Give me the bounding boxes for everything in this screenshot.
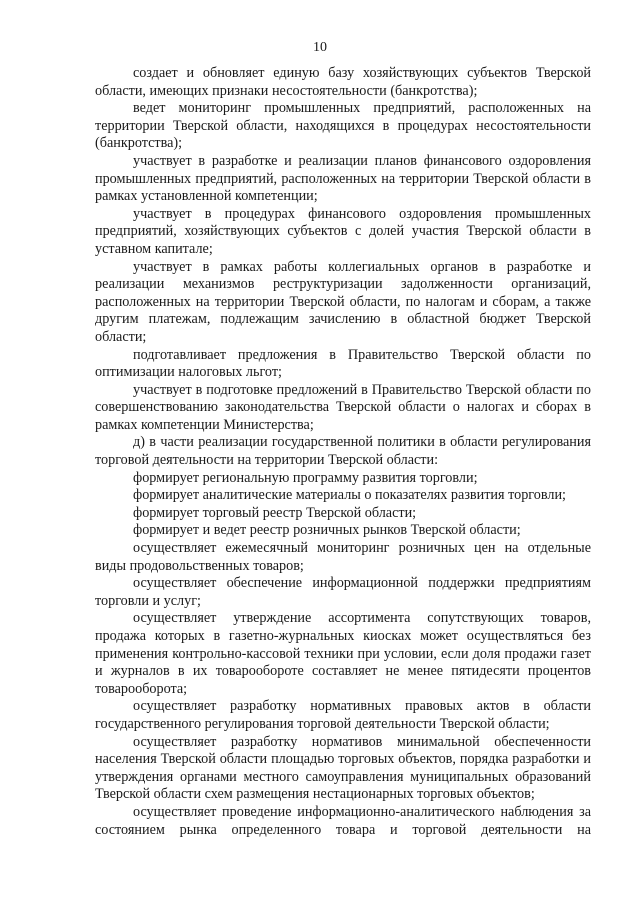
paragraph: осуществляет ежемесячный мониторинг розничных цен на отдельные виды продовольственных товаров; [95, 540, 591, 574]
paragraph: участвует в подготовке предложений в Правительство Тверской области по совершенствованию законодательства Тверской области о налогах и сборах в рамках компетенции Министерства; [95, 381, 591, 433]
paragraph: осуществляет утверждение ассортимента сопутствующих товаров, продажа которых в газетно-журнальных киосках может осуществляться без применения контрольно-кассовой техники при условии, если доля продажи газет и журналов в их товарообороте составляет не менее пятидесяти процентов товарооборота; [95, 610, 591, 697]
document-body [95, 65, 591, 839]
paragraph: д) в части реализации государственной политики в области регулирования торговой деятельности на территории Тверской области: [95, 434, 591, 469]
paragraph: осуществляет проведение информационно-аналитического наблюдения за состоянием рынка определенного товара и торговой деятельности на [95, 803, 591, 838]
paragraph: осуществляет разработку нормативных правовых актов в области государственного регулирования торговой деятельности Тверской области; [95, 698, 591, 732]
paragraph: осуществляет обеспечение информационной поддержки предприятиям торговли и услуг; [95, 575, 591, 609]
paragraph: формирует и ведет реестр розничных рынков Тверской области; [133, 522, 521, 539]
paragraph: ведет мониторинг промышленных предприятий, расположенных на территории Тверской области, находящихся в процедурах несостоятельности (банкротства); [95, 100, 591, 152]
page-number: 10 [313, 40, 327, 55]
paragraph: осуществляет разработку нормативов минимальной обеспеченности населения Тверской области площадью торговых объектов, порядка разработки и утверждения органами местного самоуправления муниципальных образований Тверской области схем размещения нестационарных торговых объектов; [95, 733, 591, 803]
paragraph: подготавливает предложения в Правительство Тверской области по оптимизации налоговых льгот; [95, 346, 591, 381]
paragraph: участвует в рамках работы коллегиальных органов в разработке и реализации механизмов реструктуризации задолженности организаций, расположенных на территории Тверской области, по налогам и сборам, а также другим платежам, подлежащим зачислению в областной бюджет Тверской области; [95, 258, 591, 345]
paragraph: участвует в разработке и реализации планов финансового оздоровления промышленных предприятий, расположенных на территории Тверской области в рамках установленной компетенции; [95, 152, 591, 205]
paragraph: формирует региональную программу развития торговли; [133, 469, 478, 486]
paragraph: создает и обновляет единую базу хозяйствующих субъектов Тверской области, имеющих признаки несостоятельности (банкротства); [95, 65, 591, 99]
paragraph: формирует торговый реестр Тверской области; [133, 504, 417, 521]
paragraph: формирует аналитические материалы о показателях развития торговли; [133, 487, 566, 504]
paragraph: участвует в процедурах финансового оздоровления промышленных предприятий, хозяйствующих субъектов с долей участия Тверской области в уставном капитале; [95, 205, 591, 257]
